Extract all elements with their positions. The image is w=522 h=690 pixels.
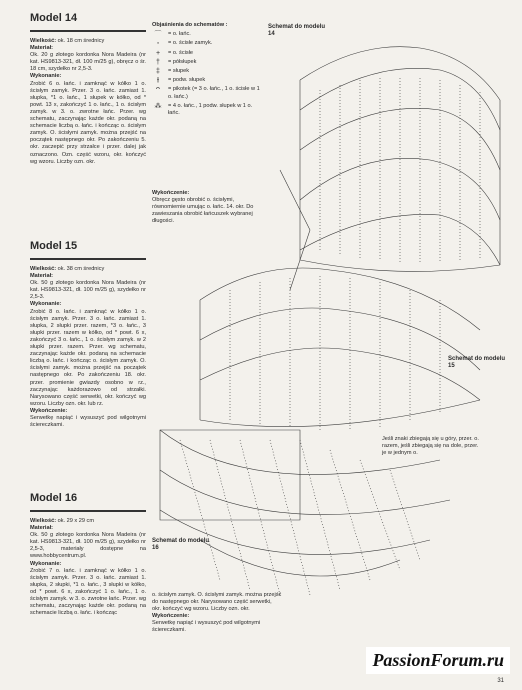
size-label: Wielkość: bbox=[30, 266, 57, 272]
size-value: ok. 18 cm średnicy bbox=[57, 38, 105, 44]
finishing-text: Obręcz gęsto obrobić o. ścisłymi, równomiernie umując o. łańc. 14. okr. Do zawieszania obrobić łańcuszek wybranej długości. bbox=[152, 197, 254, 225]
instructions-text: Zrobić 6 o. łańc. i zamknąć w kółko 1 o. ścisłym zamyk. Przer. 3 o. łańc. zamiast 1. słupka, *1 o. łańc., 1 słupek w kółko, od * powt. 13 x, zakończyć 1 o. łańc., 1 o. ścisłym zamyk. w 3. o. zwrotne łańc. Przer. wg schematu, zaczynając każde okr. podaną na schemacie liczbą o. łańc. i kończąc o. ścisłym zamyk. O. ścisłymi zamyk. można przejść na początek następnego okr. Po zakończeniu 5. okr. zaczepić przy strzałce i przer. dalej jak oznaczono. Ozn. część wzoru, okr. kończyć wg wzoru. Liczby ozn. okr. bbox=[30, 80, 146, 165]
size-value: ok. 29 x 29 cm bbox=[57, 518, 95, 524]
single-crochet-icon: + bbox=[155, 49, 161, 57]
instructions-label: Wykonanie: bbox=[30, 301, 62, 308]
finishing-label: Wykończenie: bbox=[152, 190, 190, 196]
diagram-model-15 bbox=[200, 268, 480, 430]
material-text: Ok. 20 g złotego kordonka Nora Madeira (nr kat. HS9813-321, dł. 100 m/25 g), obręcz o śr. 18 cm, szydełko nr 2,5-3. bbox=[30, 52, 146, 73]
page-number: 31 bbox=[497, 678, 504, 684]
divider bbox=[30, 510, 146, 512]
legend-item: ‡ = słupek bbox=[152, 68, 264, 75]
divider bbox=[30, 258, 146, 260]
material-label: Materiał: bbox=[30, 273, 54, 280]
double-crochet-icon: ‡ bbox=[156, 68, 160, 76]
finishing-label: Wykończenie: bbox=[30, 407, 68, 414]
model-15-section bbox=[30, 240, 146, 429]
half-double-icon: † bbox=[156, 58, 160, 66]
treble-crochet-icon: ⫲ bbox=[156, 77, 160, 85]
slip-stitch-icon: ◦ bbox=[156, 40, 160, 48]
chain-treble-icon: ⁂ bbox=[154, 102, 162, 110]
legend-heading: Objaśnienia do schematów : bbox=[152, 22, 228, 28]
instructions-continued: o. ścisłym zamyk. O. ścisłymi zamyk. można przejść do następnego okr. Narysowano część serwetki, okr. kończyć wg wzoru. Liczby ozn. okr. bbox=[152, 592, 282, 612]
symbol-note: Jeśli znaki zbiegają się u góry, przer. o. razem, jeśli zbiegają się na dole, przer. je w jednym o. bbox=[382, 436, 479, 456]
instructions-text: Zrobić 7 o. łańc. i zamknąć w kółko 1 o. ścisłym zamyk. Przer. 3 o. łańc. zamiast 1. słupka, 2 słupki, *1 o. łańc., 3 słupki w kółko, od * powt. 6 x, zakończyć 1 o. łańc., 1 o. ścisłym zamyk. w 3. o. zwrotne łańc. Przer. wg schematu, zaczynając każde okr. podaną na schemacie liczbą o. łańc. i kończąc bbox=[30, 567, 146, 617]
schema-14-label: Schemat do modelu 14 bbox=[268, 24, 326, 37]
instructions-text: Zrobić 8 o. łańc. i zamknąć w kółko 1 o. ścisłym zamyk. Przer. 3 o. łańc. zamiast 1. słupka, 2 słupki przer. razem, *3 o. łańc., 3 słupki przer. razem w kółko, od * powt. 6 x, zakończyć 3 o. łańc., 1 o. ścisłym zamyk. w 2 słupki przer. razem. Przer. wg schematu, zaczynając każde okr. podaną na schemacie liczbą o. łańc. i kończąc o. ścisłym zamyk. O. ścisłymi zamyk. można przejść na początek następnego okr. Po zakończeniu 18. okr. przer. promienie gwiazdy osobno w rz., zaczynając każdorazowo od strzałki. Narysowano część serwetki, okr. kończyć wg wzoru. Liczby ozn. okr. lub rz. bbox=[30, 308, 146, 407]
schema-16-label: Schemat do modelu 16 bbox=[152, 538, 210, 551]
model-16-continued bbox=[152, 592, 282, 634]
legend-item: ◦ = o. ścisłe zamyk. bbox=[152, 40, 264, 47]
model-15-title: Model 15 bbox=[30, 240, 78, 252]
finishing-label: Wykończenie: bbox=[152, 613, 190, 619]
finishing-text: Serwetkę napiąć i wysuszyć pod wilgotnymi ściereczkami. bbox=[152, 620, 261, 633]
legend-item: † = półsłupek bbox=[152, 59, 264, 66]
size-label: Wielkość: bbox=[30, 518, 57, 524]
legend-item: ᴖ = pikotek (= 3 o. łańc., 1 o. ścisłe w 1 o. łańc.) bbox=[152, 86, 264, 100]
chain-stitch-icon: ⌒ bbox=[154, 31, 162, 39]
watermark-logo: PassionForum.ru bbox=[366, 647, 510, 674]
model-16-title: Model 16 bbox=[30, 492, 78, 504]
material-text: Ok. 50 g złotego kordonka Nora Madeira (nr kat. HS9813-321, dł. 100 m/25 g), szydełko nr 2,5-3. bbox=[30, 280, 146, 301]
divider bbox=[30, 30, 146, 32]
finishing-text: Serwetkę napiąć i wysuszyć pod wilgotnymi ściereczkami. bbox=[30, 414, 146, 429]
size-label: Wielkość: bbox=[30, 38, 57, 44]
model-14-title: Model 14 bbox=[30, 12, 78, 24]
material-label: Materiał: bbox=[30, 45, 54, 52]
legend-item: + = o. ścisłe bbox=[152, 50, 264, 57]
model-14-finishing bbox=[152, 190, 264, 225]
schema-15-label: Schemat do modelu 15 bbox=[448, 356, 506, 369]
instructions-label: Wykonanie: bbox=[30, 73, 62, 80]
diagram-model-14 bbox=[280, 47, 500, 290]
model-14-section bbox=[30, 12, 146, 166]
model-16-section bbox=[30, 492, 146, 617]
material-label: Materiał: bbox=[30, 525, 54, 532]
legend-item: ⫲ = podw. słupek bbox=[152, 77, 264, 84]
legend bbox=[152, 22, 264, 119]
legend-item: ⁂ = 4 o. łańc., 1 podw. słupek w 1 o. łańc. bbox=[152, 103, 264, 117]
size-value: ok. 38 cm średnicy bbox=[57, 266, 105, 272]
material-text: Ok. 50 g złotego kordonka Nora Madeira (nr kat. HS9813-321, dł. 100 m/25 g), szydełko nr 2,5-3, materiały dostępne na www.hobbycentrum.pl. bbox=[30, 532, 146, 560]
instructions-label: Wykonanie: bbox=[30, 560, 62, 567]
legend-item: ⌒ = o. łańc. bbox=[152, 31, 264, 38]
picot-icon: ᴖ bbox=[156, 86, 160, 94]
